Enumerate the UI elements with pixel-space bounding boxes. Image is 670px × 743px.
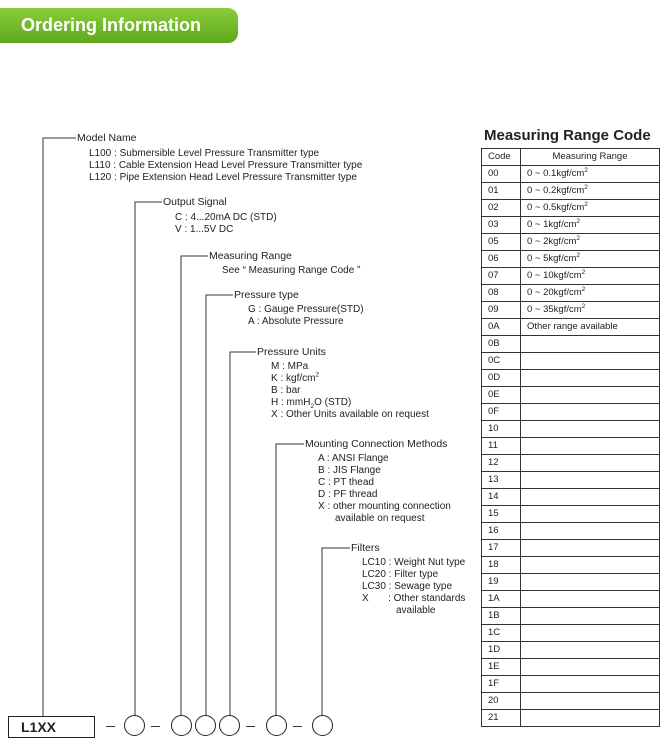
output-signal-title: Output Signal xyxy=(163,196,227,208)
range-unit-superscript: 2 xyxy=(584,183,588,191)
range-text: 0 ~ 2kgf/cm xyxy=(527,236,577,247)
code-cell: 14 xyxy=(482,489,521,506)
range-cell xyxy=(521,353,660,370)
measuring-range-table-title: Measuring Range Code xyxy=(484,127,651,144)
model-option-l120: L120 : Pipe Extension Head Level Pressure Transmitter type xyxy=(89,172,357,183)
range-cell xyxy=(521,217,660,234)
table-row xyxy=(482,693,660,710)
table-row xyxy=(482,302,660,319)
separator-dash xyxy=(246,726,255,727)
table-row xyxy=(482,455,660,472)
code-slot-pressure-units xyxy=(219,715,240,736)
table-row xyxy=(482,268,660,285)
table-row xyxy=(482,438,660,455)
measuring-range-note: See “ Measuring Range Code ” xyxy=(222,265,361,276)
range-cell xyxy=(521,166,660,183)
range-cell xyxy=(521,183,660,200)
measuring-range-connector xyxy=(181,256,208,716)
range-unit-superscript: 2 xyxy=(576,217,580,225)
range-cell xyxy=(521,557,660,574)
range-cell xyxy=(521,608,660,625)
code-cell: 0E xyxy=(482,387,521,404)
range-cell xyxy=(521,523,660,540)
range-cell xyxy=(521,489,660,506)
range-cell xyxy=(521,200,660,217)
code-cell: 0C xyxy=(482,353,521,370)
table-row xyxy=(482,353,660,370)
mounting-option-x-cont: available on request xyxy=(335,513,425,524)
range-cell xyxy=(521,251,660,268)
filter-option-x-cont: available xyxy=(396,605,436,616)
range-text: 0 ~ 0.1kgf/cm xyxy=(527,168,585,179)
mounting-option-a: A : ANSI Flange xyxy=(318,453,389,464)
table-row xyxy=(482,625,660,642)
pressure-units-title: Pressure Units xyxy=(257,346,326,358)
range-cell xyxy=(521,574,660,591)
table-row xyxy=(482,166,660,183)
table-row xyxy=(482,710,660,727)
mounting-option-b: B : JIS Flange xyxy=(318,465,381,476)
range-unit-superscript: 2 xyxy=(584,166,588,174)
filter-option-x: X : Other standards xyxy=(362,593,466,604)
pressure-type-a: A : Absolute Pressure xyxy=(248,316,344,327)
table-row xyxy=(482,574,660,591)
code-cell: 12 xyxy=(482,455,521,472)
table-row xyxy=(482,642,660,659)
range-unit-superscript: 2 xyxy=(581,302,586,310)
range-cell xyxy=(521,472,660,489)
range-cell xyxy=(521,659,660,676)
range-text: 0 ~ 20kgf/cm xyxy=(527,287,582,298)
table-row xyxy=(482,234,660,251)
model-name-connector xyxy=(43,138,76,716)
range-cell xyxy=(521,234,660,251)
code-cell: 1A xyxy=(482,591,521,608)
code-cell: 16 xyxy=(482,523,521,540)
model-code-box: L1XX xyxy=(8,716,95,738)
filter-option-lc30: LC30 : Sewage type xyxy=(362,581,453,592)
mounting-option-c: C : PT thead xyxy=(318,477,374,488)
table-row xyxy=(482,659,660,676)
code-cell: 0B xyxy=(482,336,521,353)
range-cell xyxy=(521,591,660,608)
code-cell: 03 xyxy=(482,217,521,234)
mounting-title: Mounting Connection Methods xyxy=(305,438,448,450)
pressure-unit-m: M : MPa xyxy=(271,361,309,372)
pressure-units-connector xyxy=(230,352,256,716)
table-row xyxy=(482,506,660,523)
range-cell xyxy=(521,676,660,693)
code-cell: 0F xyxy=(482,404,521,421)
code-slot-pressure-type xyxy=(195,715,216,736)
range-unit-superscript: 2 xyxy=(581,268,586,276)
range-cell xyxy=(521,710,660,727)
table-row xyxy=(482,387,660,404)
code-cell: 0D xyxy=(482,370,521,387)
pressure-unit-h-sub: 2 xyxy=(310,403,315,410)
range-unit-superscript: 2 xyxy=(584,200,588,208)
table-row xyxy=(482,489,660,506)
table-row xyxy=(482,591,660,608)
range-cell xyxy=(521,540,660,557)
range-cell xyxy=(521,302,660,319)
table-row xyxy=(482,608,660,625)
pressure-type-g: G : Gauge Pressure(STD) xyxy=(248,304,364,315)
code-cell: 1D xyxy=(482,642,521,659)
output-signal-connector xyxy=(135,202,162,716)
table-row xyxy=(482,200,660,217)
code-cell: 21 xyxy=(482,710,521,727)
pressure-unit-x: X : Other Units available on request xyxy=(271,409,429,420)
code-cell: 06 xyxy=(482,251,521,268)
range-cell xyxy=(521,404,660,421)
measuring-range-title: Measuring Range xyxy=(209,250,292,262)
range-cell xyxy=(521,642,660,659)
page-title: Ordering Information xyxy=(0,8,238,43)
code-cell: 01 xyxy=(482,183,521,200)
measuring-range-table xyxy=(481,148,660,727)
table-row xyxy=(482,676,660,693)
range-text: Other range available xyxy=(527,321,618,332)
range-cell xyxy=(521,438,660,455)
code-cell: 19 xyxy=(482,574,521,591)
table-row xyxy=(482,285,660,302)
range-cell xyxy=(521,387,660,404)
table-row xyxy=(482,472,660,489)
output-option-v: V : 1...5V DC xyxy=(175,224,234,235)
range-unit-superscript: 2 xyxy=(581,285,586,293)
range-unit-superscript: 2 xyxy=(576,234,580,242)
pressure-unit-h-suffix: O (STD) xyxy=(314,397,352,408)
column-header-code: Code xyxy=(482,149,521,166)
range-text: 0 ~ 35kgf/cm xyxy=(527,304,582,315)
code-cell: 08 xyxy=(482,285,521,302)
code-cell: 17 xyxy=(482,540,521,557)
table-row xyxy=(482,183,660,200)
table-row xyxy=(482,217,660,234)
mounting-connector xyxy=(276,444,304,716)
table-row xyxy=(482,319,660,336)
pressure-unit-k xyxy=(271,373,319,385)
table-row xyxy=(482,540,660,557)
code-slot-mounting xyxy=(266,715,287,736)
range-text: 0 ~ 0.5kgf/cm xyxy=(527,202,585,213)
code-cell: 18 xyxy=(482,557,521,574)
pressure-unit-h-text: H : mmH xyxy=(271,397,311,408)
code-cell: 00 xyxy=(482,166,521,183)
separator-dash xyxy=(106,726,115,727)
separator-dash xyxy=(293,726,302,727)
code-cell: 09 xyxy=(482,302,521,319)
code-slot-output-signal xyxy=(124,715,145,736)
code-cell: 1F xyxy=(482,676,521,693)
range-cell xyxy=(521,370,660,387)
table-row xyxy=(482,421,660,438)
table-row xyxy=(482,370,660,387)
separator-dash xyxy=(151,726,160,727)
pressure-unit-h xyxy=(271,397,351,409)
code-cell: 20 xyxy=(482,693,521,710)
pressure-type-connector xyxy=(206,295,233,716)
pressure-unit-b: B : bar xyxy=(271,385,301,396)
pressure-unit-k-sup: 2 xyxy=(315,371,320,379)
mounting-option-d: D : PF thread xyxy=(318,489,378,500)
column-header-range: Measuring Range xyxy=(521,149,660,166)
code-cell: 13 xyxy=(482,472,521,489)
range-text: 0 ~ 1kgf/cm xyxy=(527,219,577,230)
pressure-type-title: Pressure type xyxy=(234,289,299,301)
range-text: 0 ~ 0.2kgf/cm xyxy=(527,185,585,196)
code-slot-measuring-range xyxy=(171,715,192,736)
code-cell: 1C xyxy=(482,625,521,642)
code-slot-filters xyxy=(312,715,333,736)
table-row xyxy=(482,557,660,574)
code-cell: 15 xyxy=(482,506,521,523)
output-option-c: C : 4...20mA DC (STD) xyxy=(175,212,277,223)
range-cell xyxy=(521,455,660,472)
code-cell: 11 xyxy=(482,438,521,455)
filter-option-lc10: LC10 : Weight Nut type xyxy=(362,557,466,568)
range-cell xyxy=(521,319,660,336)
code-cell: 10 xyxy=(482,421,521,438)
table-header-row xyxy=(482,149,660,166)
range-text: 0 ~ 10kgf/cm xyxy=(527,270,582,281)
code-cell: 02 xyxy=(482,200,521,217)
range-cell xyxy=(521,285,660,302)
table-row xyxy=(482,404,660,421)
code-cell: 07 xyxy=(482,268,521,285)
range-unit-superscript: 2 xyxy=(576,251,580,259)
range-cell xyxy=(521,268,660,285)
filters-connector xyxy=(322,548,350,716)
table-row xyxy=(482,336,660,353)
model-option-l110: L110 : Cable Extension Head Level Pressure Transmitter type xyxy=(89,160,363,171)
range-cell xyxy=(521,625,660,642)
range-cell xyxy=(521,506,660,523)
range-cell xyxy=(521,421,660,438)
pressure-unit-k-text: K : kgf/cm xyxy=(271,373,316,384)
code-cell: 05 xyxy=(482,234,521,251)
model-option-l100: L100 : Submersible Level Pressure Transmitter type xyxy=(89,148,320,159)
code-cell: 0A xyxy=(482,319,521,336)
code-cell: 1E xyxy=(482,659,521,676)
range-text: 0 ~ 5kgf/cm xyxy=(527,253,577,264)
mounting-option-x: X : other mounting connection xyxy=(318,501,451,512)
filters-title: Filters xyxy=(351,542,380,554)
range-cell xyxy=(521,336,660,353)
filter-option-lc20: LC20 : Filter type xyxy=(362,569,439,580)
table-row xyxy=(482,251,660,268)
model-name-title: Model Name xyxy=(77,132,137,144)
table-row xyxy=(482,523,660,540)
range-cell xyxy=(521,693,660,710)
code-cell: 1B xyxy=(482,608,521,625)
